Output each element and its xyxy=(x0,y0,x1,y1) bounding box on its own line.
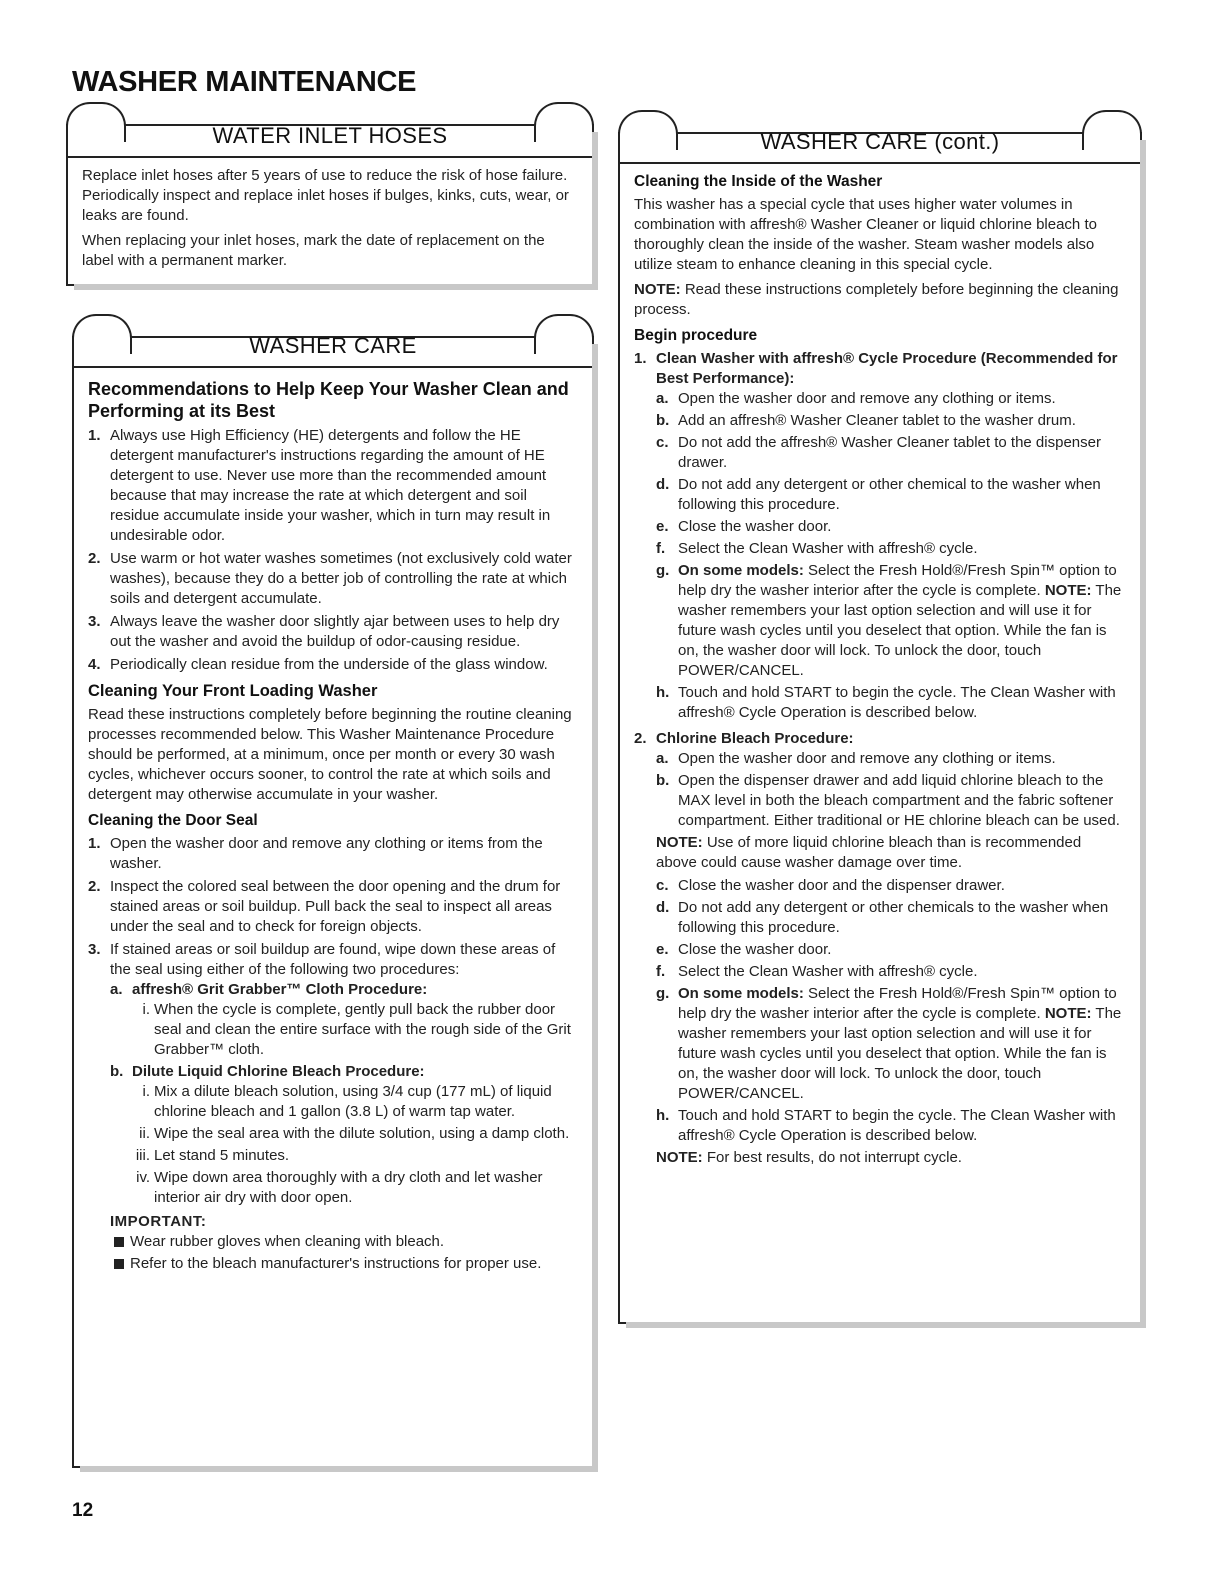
list-item: iii. Let stand 5 minutes. xyxy=(135,1147,290,1164)
list-item: 2. Chlorine Bleach Procedure: a. Open the washer door and remove any clothing or items. b. Open the dispenser drawer and add liquid chlorine bleach to the MAX level in both the bleach compartment and the fabric softener compartment. Either traditional or HE chlorine bleach can be used. NOTE: Use of more liquid chlorine bleach than is recommended above could cause washer damage over time. c. Close the washer door and the dispenser drawer. d. Do not add any detergent or other chemicals to the washer when following this procedure. e. Close the washer door. f. Select the Clean Washer with affresh® cycle. g. On some models: Select the Fresh Hold®/Fresh Spin™ option to help dry the washer interior after the cycle is complete. NOTE: The washer remembers your last option selection and will use it for future wash cycles until you deselect that option. While the fan is on, the washer door will lock. To unlock the door, touch POWER/CANCEL. h. Touch and hold START to begin the cycle. The Clean Washer with affresh® Cycle Operation is described below. NOTE: For best results, do not interrupt cycle. xyxy=(634,729,1126,1168)
door-seal-list xyxy=(88,834,578,1208)
bullet-square-icon xyxy=(114,1259,124,1269)
list-item: 1. Open the washer door and remove any clothing or items from the washer. xyxy=(88,835,543,872)
list-item: a. Open the washer door and remove any clothing or items. xyxy=(656,750,1056,767)
list-item: d. Do not add any detergent or other chemical to the washer when following this procedure. xyxy=(656,476,1101,513)
washer-care-box xyxy=(72,333,594,1468)
important-list xyxy=(110,1232,578,1274)
list-item: a. affresh® Grit Grabber™ Cloth Procedure: i. When the cycle is complete, gently pull back the rubber door seal and clean the entire surface with the rough side of the Grit Grabber™ cloth. xyxy=(110,980,578,1060)
final-note: NOTE: For best results, do not interrupt cycle. xyxy=(656,1149,962,1166)
list-item: f. Select the Clean Washer with affresh® cycle. xyxy=(656,540,978,557)
begin-procedure-heading: Begin procedure xyxy=(634,327,758,344)
washer-care-cont-box xyxy=(618,129,1142,1324)
list-item: b. Open the dispenser drawer and add liquid chlorine bleach to the MAX level in both the bleach compartment and the fabric softener compartment. Either traditional or HE chlorine bleach can be used. xyxy=(656,772,1120,829)
list-item: 3. Always leave the washer door slightly ajar between uses to help dry out the washer and avoid the buildup of odor-causing residue. xyxy=(88,613,560,650)
list-item: 1. Clean Washer with affresh® Cycle Procedure (Recommended for Best Performance): a. Open the washer door and remove any clothing or items. b. Add an affresh® Washer Cleaner tablet to the washer drum. c. Do not add the affresh® Washer Cleaner tablet to the dispenser drawer. d. Do not add any detergent or other chemical to the washer when following this procedure. e. Close the washer door. f. Select the Clean Washer with affresh® cycle. g. On some models: Select the Fresh Hold®/Fresh Spin™ option to help dry the washer interior after the cycle is complete. NOTE: The washer remembers your last option selection and will use it for future wash cycles until you deselect that option. While the fan is on, the washer door will lock. To unlock the door, touch POWER/CANCEL. h. Touch and hold START to begin the cycle. The Clean Washer with affresh® Cycle Operation is described below. xyxy=(634,349,1126,723)
list-item: i. When the cycle is complete, gently pull back the rubber door seal and clean the entire surface with the rough side of the Grit Grabber™ cloth. xyxy=(142,1001,571,1058)
list-item: i. Mix a dilute bleach solution, using 3/4 cup (177 mL) of liquid chlorine bleach and 1 gallon (3.8 L) of warm tap water. xyxy=(142,1083,552,1120)
list-item: Wear rubber gloves when cleaning with bleach. xyxy=(110,1232,578,1252)
important-label: IMPORTANT: xyxy=(110,1213,207,1230)
bleach-note: NOTE: Use of more liquid chlorine bleach than is recommended above could cause washer damage over time. xyxy=(656,834,1082,871)
inlet-paragraph-2: When replacing your inlet hoses, mark the date of replacement on the label with a permanent marker. xyxy=(82,232,545,269)
list-item: g. On some models: Select the Fresh Hold®/Fresh Spin™ option to help dry the washer interior after the cycle is complete. NOTE: The washer remembers your last option selection and will use it for future wash cycles until you deselect that option. While the fan is on, the washer door will lock. To unlock the door, touch POWER/CANCEL. xyxy=(656,985,1122,1102)
washer-care-cont-title: WASHER CARE (cont.) xyxy=(620,122,1140,164)
list-item: b. Add an affresh® Washer Cleaner tablet to the washer drum. xyxy=(656,412,1076,429)
water-inlet-hoses-title: WATER INLET HOSES xyxy=(68,116,592,158)
page-title: WASHER MAINTENANCE xyxy=(72,66,417,98)
list-item: 2. Use warm or hot water washes sometimes (not exclusively cold water washes), because they do a better job of controlling the rate at which soils and detergent accumulate. xyxy=(88,550,572,607)
list-item: c. Close the washer door and the dispenser drawer. xyxy=(656,877,1005,894)
list-item: b. Dilute Liquid Chlorine Bleach Procedure: i. Mix a dilute bleach solution, using 3/4 cup (177 mL) of liquid chlorine bleach and 1 gallon (3.8 L) of warm tap water. ii. Wipe the seal area with the dilute solution, using a damp cloth. iii. Let stand 5 minutes. iv. Wipe down area thoroughly with a dry cloth and let washer interior air dry with door open. xyxy=(110,1062,578,1208)
list-item: f. Select the Clean Washer with affresh® cycle. xyxy=(656,963,978,980)
list-item: d. Do not add any detergent or other chemicals to the washer when following this procedure. xyxy=(656,899,1109,936)
list-item: h. Touch and hold START to begin the cycle. The Clean Washer with affresh® Cycle Operation is described below. xyxy=(656,1107,1116,1144)
bullet-square-icon xyxy=(114,1237,124,1247)
list-item: g. On some models: Select the Fresh Hold®/Fresh Spin™ option to help dry the washer interior after the cycle is complete. NOTE: The washer remembers your last option selection and will use it for future wash cycles until you deselect that option. While the fan is on, the washer door will lock. To unlock the door, touch POWER/CANCEL. xyxy=(656,562,1122,679)
recommendations-heading: Recommendations to Help Keep Your Washer Clean and Performing at its Best xyxy=(88,379,569,421)
page-number: 12 xyxy=(72,1500,94,1521)
door-seal-heading: Cleaning the Door Seal xyxy=(88,812,258,829)
recommendations-list xyxy=(88,426,578,675)
list-item: Refer to the bleach manufacturer's instructions for proper use. xyxy=(110,1254,578,1274)
inside-washer-text: This washer has a special cycle that uses higher water volumes in combination with affresh® Washer Cleaner or liquid chlorine bleach to thoroughly clean the inside of the washer. Steam washer models also utilize steam to enhance cleaning in this special cycle. xyxy=(634,196,1097,273)
procedure-list xyxy=(634,349,1126,1168)
note-paragraph: NOTE: Read these instructions completely before beginning the cleaning process. xyxy=(634,281,1119,318)
front-loading-heading: Cleaning Your Front Loading Washer xyxy=(88,682,378,700)
list-item: 2. Inspect the colored seal between the door opening and the drum for stained areas or soil buildup. Pull back the seal to inspect all areas under the seal and to check for foreign objects. xyxy=(88,878,561,935)
list-item: c. Do not add the affresh® Washer Cleaner tablet to the dispenser drawer. xyxy=(656,434,1101,471)
inlet-paragraph-1: Replace inlet hoses after 5 years of use to reduce the risk of hose failure. Periodically inspect and replace inlet hoses if bulges, kinks, cuts, wear, or leaks are found. xyxy=(82,167,569,224)
list-item: 3. If stained areas or soil buildup are found, wipe down these areas of the seal using either of the following two procedures: a. affresh® Grit Grabber™ Cloth Procedure: i. When the cycle is complete, gently pull back the rubber door seal and clean the entire surface with the rough side of the Grit Grabber™ cloth. b. Dilute Liquid Chlorine Bleach Procedure: i. Mix a dilute bleach solution, using 3/4 cup (177 mL) of liquid chlorine bleach and 1 gallon (3.8 L) of warm tap water. ii. Wipe the seal area with the dilute solution, using a damp cloth. iii. Let stand 5 minutes. iv. Wipe down area thoroughly with a dry cloth and let washer interior air dry with door open. xyxy=(88,940,578,1208)
list-item: e. Close the washer door. xyxy=(656,941,832,958)
list-item: 4. Periodically clean residue from the underside of the glass window. xyxy=(88,656,548,673)
list-item: e. Close the washer door. xyxy=(656,518,832,535)
front-loading-text: Read these instructions completely before beginning the routine cleaning processes recommended below. This Washer Maintenance Procedure should be performed, at a minimum, once per month or every 30 wash cycles, whichever occurs sooner, to control the rate at which soils and detergent may otherwise accumulate in your washer. xyxy=(88,706,572,803)
list-item: h. Touch and hold START to begin the cycle. The Clean Washer with affresh® Cycle Operation is described below. xyxy=(656,684,1116,721)
water-inlet-hoses-box xyxy=(66,124,594,286)
list-item: ii. Wipe the seal area with the dilute solution, using a damp cloth. xyxy=(139,1125,570,1142)
list-item: a. Open the washer door and remove any clothing or items. xyxy=(656,390,1056,407)
inside-washer-heading: Cleaning the Inside of the Washer xyxy=(634,173,883,190)
list-item: 1. Always use High Efficiency (HE) detergents and follow the HE detergent manufacturer's instructions regarding the amount of HE detergent to use. Never use more than the recommended amount because that may increase the rate at which detergent and soil residue accumulate inside your washer, which in turn may result in undesirable odor. xyxy=(88,427,551,544)
list-item: iv. Wipe down area thoroughly with a dry cloth and let washer interior air dry with door open. xyxy=(136,1169,543,1206)
washer-care-title: WASHER CARE xyxy=(74,326,592,368)
